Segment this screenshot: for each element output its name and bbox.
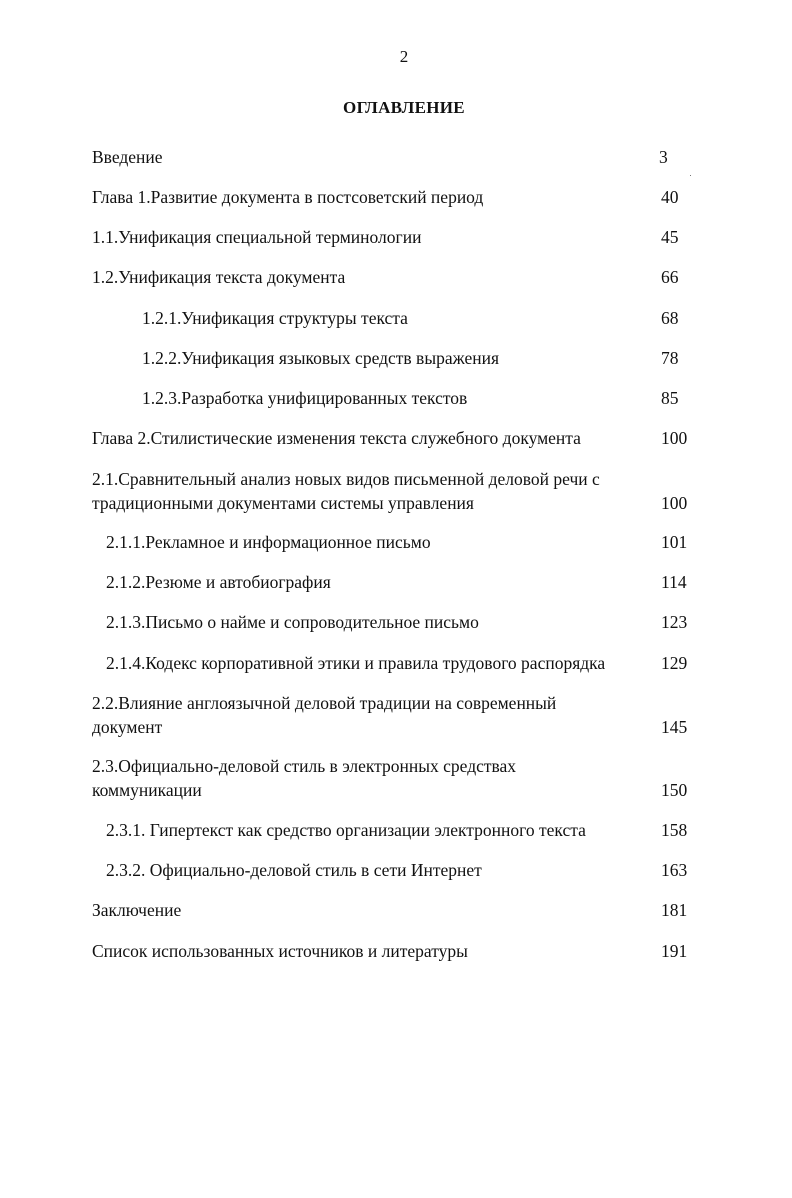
toc-entry-page: 150 (661, 780, 688, 800)
toc-entry-2-1-3[interactable] (92, 610, 692, 634)
toc-entry-label: 2.1.Сравнительный анализ новых видов письменной деловой речи с традиционными документами системы управления (92, 469, 600, 513)
toc-entry-page: 163 (661, 860, 688, 880)
toc-entry-1-2-1[interactable] (92, 306, 692, 330)
toc-entry-2-1-2[interactable] (92, 570, 692, 594)
toc-entry-page: 158 (661, 820, 688, 840)
toc-entry-label: Глава 1.Развитие документа в постсоветский период (92, 187, 484, 207)
toc-entry-page: 45 (661, 227, 679, 247)
toc-entry-page: 101 (661, 532, 688, 552)
toc-entry-page: 123 (661, 612, 688, 632)
toc-entry-page: 78 (661, 348, 679, 368)
toc-entry-label: 1.2.2.Унификация языковых средств выражения (142, 348, 500, 368)
toc-entry-label: Заключение (92, 900, 182, 920)
toc-entry-label: 1.1.Унификация специальной терминологии (92, 227, 422, 247)
toc-title: ОГЛАВЛЕНИЕ (343, 98, 465, 117)
toc-entry-label: Введение (92, 147, 163, 167)
toc-entry-page: 40 (661, 187, 679, 207)
toc-entry-2-1[interactable] (92, 467, 692, 515)
toc-entry-1-2-2[interactable] (92, 346, 692, 370)
toc-entry-label: 2.3.1. Гипертекст как средство организации электронного текста (106, 820, 586, 840)
toc-entry-conclusion[interactable] (92, 898, 692, 922)
toc-entry-label: 2.3.2. Официально-деловой стиль в сети Интернет (106, 860, 482, 880)
toc-entry-label: Глава 2.Стилистические изменения текста служебного документа (92, 428, 581, 448)
toc-entry-2-3-2[interactable] (92, 858, 692, 882)
toc-entry-chapter-2[interactable] (92, 426, 692, 450)
toc-entry-introduction[interactable] (92, 145, 692, 169)
toc-entry-page: 68 (661, 308, 679, 328)
toc-entry-label: 2.3.Официально-деловой стиль в электронных средствах коммуникации (92, 756, 517, 800)
toc-entry-2-3-1[interactable] (92, 818, 692, 842)
toc-entry-page: 145 (661, 717, 688, 737)
toc-entry-label: 1.2.Унификация текста документа (92, 267, 346, 287)
toc-entry-page: 3 (659, 147, 668, 167)
toc-entry-label: Список использованных источников и литературы (92, 941, 468, 961)
toc-entry-label: 2.1.3.Письмо о найме и сопроводительное письмо (106, 612, 479, 632)
toc-entry-bibliography[interactable] (92, 939, 692, 963)
toc-entry-label: 1.2.3.Разработка унифицированных текстов (142, 388, 468, 408)
toc-entry-page: 85 (661, 388, 679, 408)
toc-entry-label: 2.1.1.Рекламное и информационное письмо (106, 532, 431, 552)
toc-entry-2-1-4[interactable] (92, 651, 692, 675)
toc-entry-page: 181 (661, 900, 688, 920)
toc-entry-1-2-3[interactable] (92, 386, 692, 410)
toc-entry-page: 191 (661, 941, 688, 961)
toc-entry-page: 114 (661, 572, 687, 592)
toc-entry-label: 1.2.1.Унификация структуры текста (142, 308, 408, 328)
toc-entry-2-3[interactable] (92, 754, 692, 802)
toc-entry-label: 2.2.Влияние англоязычной деловой традиции на современный документ (92, 693, 557, 737)
toc-entry-2-1-1[interactable] (92, 530, 692, 554)
toc-entry-label: 2.1.4.Кодекс корпоративной этики и правила трудового распорядка (106, 653, 606, 673)
toc-entry-1-2[interactable] (92, 265, 692, 289)
page-number: 2 (399, 47, 409, 66)
toc-entry-page: 66 (661, 267, 679, 287)
scan-speck (690, 175, 691, 176)
toc-entry-page: 129 (661, 653, 688, 673)
toc-entry-2-2[interactable] (92, 691, 692, 739)
toc-entry-1-1[interactable] (92, 225, 692, 249)
toc-entry-chapter-1[interactable] (92, 185, 692, 209)
toc-entry-label: 2.1.2.Резюме и автобиография (106, 572, 331, 592)
toc-entry-page: 100 (661, 428, 688, 448)
toc-entry-page: 100 (661, 493, 688, 513)
